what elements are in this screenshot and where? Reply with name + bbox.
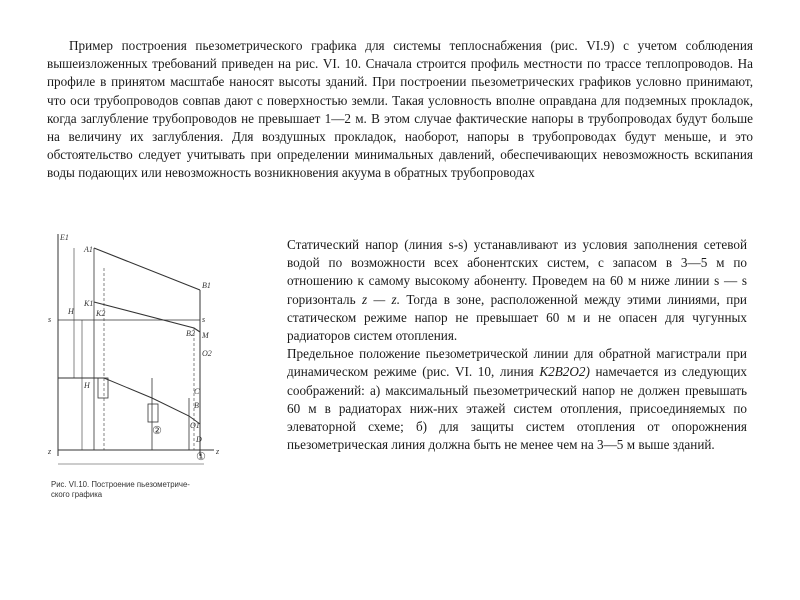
piezometric-graph-figure <box>44 228 278 500</box>
label-c: C <box>194 387 200 396</box>
label-b: B <box>194 401 199 410</box>
static-head-paragraph <box>287 236 747 345</box>
p1-text-before: Статический напор (линия s-s) устанавливают из условия заполнения сетевой водой по возможности всех абонентских систем, с запасом в 3—5 м по отношению к самому высокому абоненту. Проведем на 60 м ниже линии s — s горизонталь <box>287 237 747 307</box>
label-circle-2: ② <box>152 424 162 437</box>
piezometric-graph-svg <box>44 228 278 480</box>
ground-profile-line <box>58 378 200 424</box>
p2-text-before: Предельное положение пьезометрической линии для обратной магистрали при динамическом режиме (рис. VI. 10, линия <box>287 346 747 380</box>
label-z-right: z <box>216 447 220 456</box>
label-h2: H <box>84 381 90 390</box>
label-s-left: s <box>48 315 52 324</box>
label-k1: K1 <box>84 299 94 308</box>
label-o1: O1 <box>190 421 200 430</box>
intro-paragraph: Пример построения пьезометрического графика для системы теплоснабжения (рис. VI.9) с учетом соблюдения вышеизложенных требований приведен на рис. VI. 10. Сначала строится профиль местности по трассе теплопроводов. На профиле в принятом масштабе наносят высоты зданий. При построении пьезометрических графиков условно принимают, что оси трубопроводов совпав дают с поверхностью земли. Такая условность вполне оправдана для подземных прокладок, когда заглубление трубопроводов не превышает 1—2 м. В этом случае фактические напоры в трубопроводах будут больше на величину их заглубления. Для воздушных прокладок, наоборот, напоры в трубопроводах будут меньше, и это обстоятельство следует учитывать при определении минимальных давлений, обеспечивающих невозможность вскипания воды подающих или невозможность возникновения акуума в обратных трубопроводах <box>47 38 753 181</box>
p1-text-after: Тогда в зоне, расположенной между этими линиями, при статическом режиме напор не превышает 60 м и не опасен для чугунных радиаторов систем отопления. <box>287 291 747 344</box>
label-m: M <box>202 331 209 340</box>
label-d: D <box>196 435 202 444</box>
label-s-right: s <box>202 315 206 324</box>
label-b2: B2 <box>186 329 195 338</box>
p2-text-italic: K2B2O2) <box>539 364 590 380</box>
building-2 <box>148 404 158 422</box>
supply-piezometric-line <box>94 248 200 290</box>
right-column-text <box>287 236 747 454</box>
p1-text-italic: z — z. <box>361 291 400 307</box>
label-h1: H <box>68 307 74 316</box>
building-1 <box>98 378 108 398</box>
label-o2: O2 <box>202 349 212 358</box>
return-piezometric-line <box>94 302 200 332</box>
label-a1: A1 <box>84 245 93 254</box>
p2-text-after: намечается из следующих соображений: а) максимальный пьезометрический напор не должен превышать 60 м в радиаторах ниж-них этажей систем отопления, присоединяемых по элеваторной схеме; б) для защиты систем отопления от опорожнения пьезометрическая линия должна быть не менее чем на 3—5 м выше зданий. <box>287 364 747 453</box>
return-line-paragraph <box>287 345 747 454</box>
label-b1: B1 <box>202 281 211 290</box>
label-k2: K2 <box>96 309 106 318</box>
figure-caption: Рис. VI.10. Построение пьезометриче- ского графика <box>51 480 190 499</box>
label-circle-1: ① <box>196 450 206 463</box>
label-z-left: z <box>48 447 52 456</box>
label-e1: E1 <box>60 233 69 242</box>
